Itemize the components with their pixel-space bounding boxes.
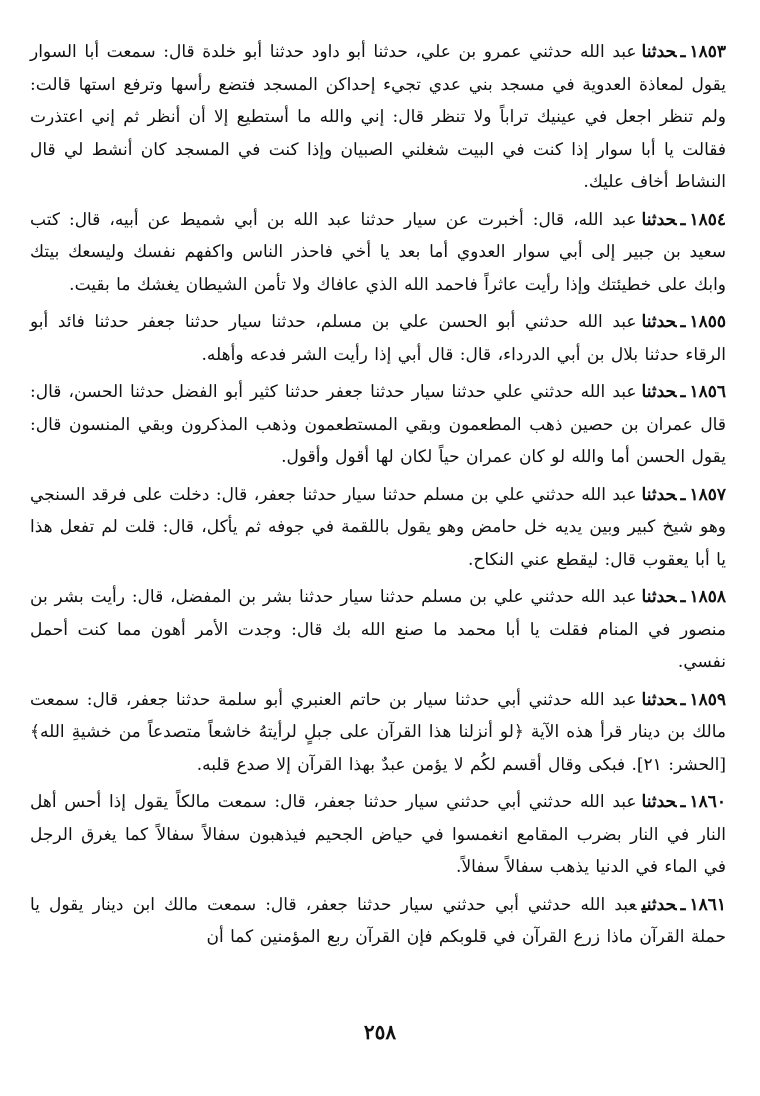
entry-lead-word: حدثنا <box>641 484 677 505</box>
entry-lead-word: حدثني <box>641 894 677 915</box>
entry-number: ١٨٥٧ <box>689 484 726 505</box>
hadith-entry-1857 <box>30 479 726 577</box>
hadith-entry-1858 <box>30 581 726 679</box>
hadith-entry-1853 <box>30 36 726 199</box>
entry-number: ١٨٥٨ <box>689 587 726 607</box>
entry-number: ١٨٦١ <box>689 894 726 915</box>
hadith-entry-1855 <box>30 306 726 371</box>
entry-dash: ـ <box>680 42 686 62</box>
entry-number: ١٨٦٠ <box>689 792 726 812</box>
entry-lead-word: حدثنا <box>641 312 677 332</box>
entry-text: عبد الله حدثني علي بن مسلم حدثنا سيار حدثنا بشر بن المفضل، قال: رأيت بشر بن منصور في المنام فقلت يا أبا محمد ما صنع الله بك قال: وجدت الأمر أهون مما كنت أحمل نفسي. <box>30 587 726 672</box>
entry-text: عبد الله حدثني علي حدثنا سيار حدثنا جعفر حدثنا كثير أبو الفضل حدثنا الحسن، قال: قال عمران بن حصين ذهب المطعمون وبقي المستطعمون وذهب المذكرون وبقي المنسون قال: يقول الحسن أما والله لو كان عمران حياً لكان لها أقول وأقول. <box>30 382 726 467</box>
entry-lead-word: حدثنا <box>641 42 677 62</box>
entry-number: ١٨٥٥ <box>689 312 726 332</box>
hadith-entry-1856 <box>30 376 726 474</box>
page-number: ٢٥٨ <box>363 1020 397 1044</box>
hadith-entry-1861 <box>30 889 726 954</box>
entry-text: عبد الله حدثني أبي حدثنا سيار بن حاتم العنبري أبو سلمة حدثنا جعفر، قال: سمعت مالك بن دينار قرأ هذه الآية ﴿لو أنزلنا هذا القرآن على جبلٍ لرأيتهُ خاشعاً متصدعاً من خشيةِ الله﴾ [الحشر: ٢١]. فبكى وقال أقسم لكُم لا يؤمن عبدٌ بهذا القرآن إلا صدع قلبه. <box>30 689 726 775</box>
entry-number: ١٨٥٣ <box>689 42 726 62</box>
entry-number: ١٨٥٦ <box>689 382 726 402</box>
entry-dash: ـ <box>680 312 686 332</box>
entry-lead-word: حدثنا <box>641 382 677 402</box>
entry-dash: ـ <box>680 382 686 402</box>
entry-lead-word: حدثنا <box>641 587 677 607</box>
entry-lead-word: حدثنا <box>641 209 677 230</box>
entry-text: عبد الله حدثني أبي حدثني سيار حدثنا جعفر، قال: سمعت مالك ابن دينار يقول يا حملة القرآن ماذا زرع القرآن في قلوبكم فإن القرآن ربع المؤمنين كما أن <box>30 894 726 947</box>
entry-text: عبد الله، قال: أخبرت عن سيار حدثنا عبد الله بن أبي شميط عن أبيه، قال: كتب سعيد بن جبير إلى أبي سوار العدوي أما بعد يا أخي فاحذر الناس واكفهم نفسك وليسعك بيتك وابك على خطيئتك وإذا رأيت عاثراً فاحمد الله الذي عافاك ولا تأمن الشيطان يغشك ما بقيت. <box>30 209 726 295</box>
entry-number: ١٨٥٩ <box>689 689 726 710</box>
entry-dash: ـ <box>680 587 686 607</box>
entry-number: ١٨٥٤ <box>689 209 726 230</box>
entry-lead-word: حدثنا <box>641 689 677 710</box>
entry-dash: ـ <box>680 484 686 505</box>
entry-text: عبد الله حدثني علي بن مسلم حدثنا سيار حدثنا جعفر، قال: دخلت على فرقد السنجي وهو شيخ كبير وبين يديه خل حامض وهو يقول باللقمة في جوفه ثم يأكل، قال: قلت لم تفعل هذا يا أبا يعقوب قال: ليقطع عني النكاح. <box>30 484 726 570</box>
entry-dash: ـ <box>680 792 686 812</box>
entry-dash: ـ <box>680 689 686 710</box>
entry-text: عبد الله حدثني أبو الحسن علي بن مسلم، حدثنا سيار حدثنا جعفر حدثنا فائد أبو الرقاء حدثنا بلال بن أبي الدرداء، قال: قال أبي إذا رأيت الشر فدعه وأهله. <box>30 312 726 365</box>
entry-dash: ـ <box>680 894 686 915</box>
hadith-entry-1859 <box>30 684 726 782</box>
entry-lead-word: حدثنا <box>641 792 677 812</box>
entry-dash: ـ <box>680 209 686 230</box>
hadith-entry-1854 <box>30 204 726 302</box>
entry-text: عبد الله حدثني أبي حدثني سيار حدثنا جعفر، قال: سمعت مالكاً يقول إذا أحس أهل النار في النار بضرب المقامع انغمسوا في حياض الجحيم فيذهبون سفالاً سفالاً كما يغرق الرجل في الماء في الدنيا يذهب سفالاً سفالاً. <box>30 792 726 877</box>
hadith-entry-1860 <box>30 786 726 884</box>
entry-text: عبد الله حدثني عمرو بن علي، حدثنا أبو داود حدثنا أبو خلدة قال: سمعت أبا السوار يقول لمعاذة العدوية في مسجد بني عدي تجيء إحداكن المسجد فتضع رأسها وترفع استها قالت: ولم تنظر اجعل في عينيك تراباً ولا تنظر قال: إني والله ما أستطيع إلا أن أنظر ثم إني اعتذرت فقالت يا أبا سوار إذا كنت في البيت شغلني الصبيان وإذا كنت في المسجد كان أنشط لي قال النشاط أخاف عليك. <box>30 42 726 192</box>
